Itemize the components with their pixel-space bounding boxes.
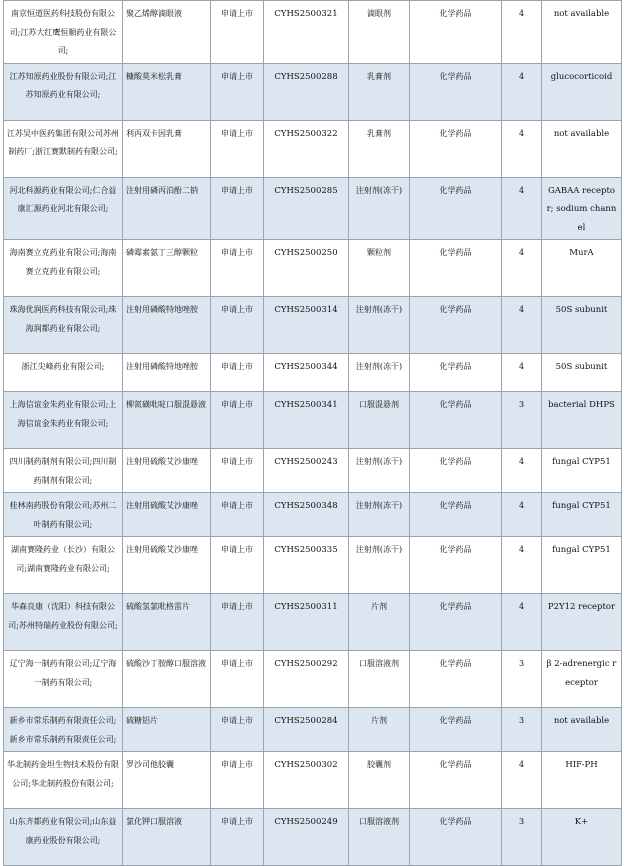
target-cell: HIF-PH <box>542 752 622 809</box>
drug-name-cell: 糠酸莫米松乳膏 <box>123 63 211 120</box>
status-cell: 申请上市 <box>211 809 264 866</box>
target-cell: 50S subunit <box>542 297 622 354</box>
status-cell: 申请上市 <box>211 594 264 651</box>
drug-name-cell: 柳氮磺吡啶口服混悬液 <box>123 392 211 449</box>
status-cell: 申请上市 <box>211 493 264 537</box>
dosage-form-cell: 胶囊剂 <box>349 752 410 809</box>
acceptance-code-cell: CYHS2500322 <box>264 120 349 177</box>
registration-class-cell: 4 <box>502 537 542 594</box>
drug-name-cell: 硫酸氢氯吡格雷片 <box>123 594 211 651</box>
dosage-form-cell: 片剂 <box>349 594 410 651</box>
acceptance-code-cell: CYHS2500344 <box>264 354 349 392</box>
registration-class-cell: 4 <box>502 120 542 177</box>
drug-type-cell: 化学药品 <box>410 594 502 651</box>
status-cell: 申请上市 <box>211 354 264 392</box>
table-row <box>4 1 622 64</box>
target-cell: fungal CYP51 <box>542 493 622 537</box>
company-cell: 江苏知原药业股份有限公司;江苏知原药业有限公司; <box>4 63 123 120</box>
drug-registration-table <box>3 0 622 866</box>
drug-type-cell: 化学药品 <box>410 752 502 809</box>
company-cell: 山东齐都药业有限公司;山东益康药业股份有限公司; <box>4 809 123 866</box>
drug-type-cell: 化学药品 <box>410 537 502 594</box>
acceptance-code-cell: CYHS2500284 <box>264 708 349 752</box>
registration-class-cell: 3 <box>502 708 542 752</box>
drug-name-cell: 注射用硫酸艾沙康唑 <box>123 449 211 493</box>
drug-type-cell: 化学药品 <box>410 240 502 297</box>
status-cell: 申请上市 <box>211 752 264 809</box>
company-cell: 河北科源药业有限公司;仁合益康汇源药业河北有限公司; <box>4 177 123 240</box>
drug-name-cell: 注射用硫酸艾沙康唑 <box>123 537 211 594</box>
drug-name-cell: 硫酸沙丁胺醇口服溶液 <box>123 651 211 708</box>
acceptance-code-cell: CYHS2500249 <box>264 809 349 866</box>
status-cell: 申请上市 <box>211 392 264 449</box>
target-cell: fungal CYP51 <box>542 537 622 594</box>
table-row <box>4 120 622 177</box>
acceptance-code-cell: CYHS2500302 <box>264 752 349 809</box>
target-cell: not available <box>542 708 622 752</box>
table-row <box>4 809 622 866</box>
status-cell: 申请上市 <box>211 449 264 493</box>
table-row <box>4 537 622 594</box>
company-cell: 珠海优润医药科技有限公司;珠海润都药业有限公司; <box>4 297 123 354</box>
target-cell: bacterial DHPS <box>542 392 622 449</box>
company-cell: 江苏吴中医药集团有限公司苏州制药厂;浙江赛默制药有限公司; <box>4 120 123 177</box>
drug-type-cell: 化学药品 <box>410 354 502 392</box>
drug-type-cell: 化学药品 <box>410 651 502 708</box>
dosage-form-cell: 注射剂(冻干) <box>349 537 410 594</box>
company-cell: 浙江尖峰药业有限公司; <box>4 354 123 392</box>
drug-name-cell: 氯化钾口服溶液 <box>123 809 211 866</box>
table-row <box>4 354 622 392</box>
table-row <box>4 752 622 809</box>
registration-class-cell: 4 <box>502 240 542 297</box>
status-cell: 申请上市 <box>211 708 264 752</box>
target-cell: 50S subunit <box>542 354 622 392</box>
dosage-form-cell: 口服溶液剂 <box>349 809 410 866</box>
acceptance-code-cell: CYHS2500341 <box>264 392 349 449</box>
drug-name-cell: 注射用磷酸特地唑胺 <box>123 354 211 392</box>
table-row <box>4 493 622 537</box>
company-cell: 华森良康（沈阳）科技有限公司;苏州特瑞药业股份有限公司; <box>4 594 123 651</box>
status-cell: 申请上市 <box>211 297 264 354</box>
table-body <box>4 1 622 866</box>
drug-type-cell: 化学药品 <box>410 809 502 866</box>
acceptance-code-cell: CYHS2500348 <box>264 493 349 537</box>
table-row <box>4 177 622 240</box>
target-cell: glucocorticoid <box>542 63 622 120</box>
dosage-form-cell: 口服混悬剂 <box>349 392 410 449</box>
status-cell: 申请上市 <box>211 177 264 240</box>
registration-class-cell: 4 <box>502 493 542 537</box>
dosage-form-cell: 注射剂(冻干) <box>349 493 410 537</box>
acceptance-code-cell: CYHS2500243 <box>264 449 349 493</box>
target-cell: not available <box>542 1 622 64</box>
status-cell: 申请上市 <box>211 651 264 708</box>
drug-type-cell: 化学药品 <box>410 392 502 449</box>
dosage-form-cell: 乳膏剂 <box>349 63 410 120</box>
target-cell: β 2-adrenergic receptor <box>542 651 622 708</box>
drug-type-cell: 化学药品 <box>410 120 502 177</box>
table-row <box>4 392 622 449</box>
acceptance-code-cell: CYHS2500285 <box>264 177 349 240</box>
registration-class-cell: 4 <box>502 752 542 809</box>
registration-class-cell: 4 <box>502 594 542 651</box>
dosage-form-cell: 口服溶液剂 <box>349 651 410 708</box>
table-row <box>4 63 622 120</box>
table-row <box>4 594 622 651</box>
registration-class-cell: 4 <box>502 449 542 493</box>
table-row <box>4 240 622 297</box>
acceptance-code-cell: CYHS2500288 <box>264 63 349 120</box>
drug-name-cell: 注射用磷酸特地唑胺 <box>123 297 211 354</box>
table-row <box>4 651 622 708</box>
status-cell: 申请上市 <box>211 120 264 177</box>
registration-class-cell: 4 <box>502 297 542 354</box>
registration-class-cell: 3 <box>502 651 542 708</box>
acceptance-code-cell: CYHS2500314 <box>264 297 349 354</box>
dosage-form-cell: 注射剂(冻干) <box>349 449 410 493</box>
status-cell: 申请上市 <box>211 63 264 120</box>
company-cell: 南京恒道医药科技股份有限公司;江苏大红鹰恒顺药业有限公司; <box>4 1 123 64</box>
drug-name-cell: 聚乙烯醇滴眼液 <box>123 1 211 64</box>
dosage-form-cell: 乳膏剂 <box>349 120 410 177</box>
drug-type-cell: 化学药品 <box>410 177 502 240</box>
target-cell: P2Y12 receptor <box>542 594 622 651</box>
registration-class-cell: 4 <box>502 1 542 64</box>
target-cell: not available <box>542 120 622 177</box>
registration-class-cell: 4 <box>502 63 542 120</box>
table-row <box>4 449 622 493</box>
drug-type-cell: 化学药品 <box>410 449 502 493</box>
dosage-form-cell: 注射剂(冻干) <box>349 177 410 240</box>
registration-class-cell: 3 <box>502 392 542 449</box>
dosage-form-cell: 注射剂(冻干) <box>349 354 410 392</box>
status-cell: 申请上市 <box>211 240 264 297</box>
company-cell: 上海信谊金朱药业有限公司;上海信谊金朱药业有限公司; <box>4 392 123 449</box>
dosage-form-cell: 片剂 <box>349 708 410 752</box>
company-cell: 华北制药金坦生物技术股份有限公司;华北制药股份有限公司; <box>4 752 123 809</box>
drug-type-cell: 化学药品 <box>410 63 502 120</box>
registration-class-cell: 4 <box>502 354 542 392</box>
drug-name-cell: 注射用硫酸艾沙康唑 <box>123 493 211 537</box>
target-cell: fungal CYP51 <box>542 449 622 493</box>
drug-type-cell: 化学药品 <box>410 493 502 537</box>
company-cell: 新乡市常乐制药有限责任公司;新乡市常乐制药有限责任公司; <box>4 708 123 752</box>
target-cell: MurA <box>542 240 622 297</box>
drug-type-cell: 化学药品 <box>410 297 502 354</box>
status-cell: 申请上市 <box>211 1 264 64</box>
registration-class-cell: 4 <box>502 177 542 240</box>
acceptance-code-cell: CYHS2500311 <box>264 594 349 651</box>
dosage-form-cell: 滴眼剂 <box>349 1 410 64</box>
table-row <box>4 297 622 354</box>
acceptance-code-cell: CYHS2500321 <box>264 1 349 64</box>
company-cell: 海南赛立克药业有限公司;海南赛立克药业有限公司; <box>4 240 123 297</box>
drug-name-cell: 罗沙司他胶囊 <box>123 752 211 809</box>
drug-type-cell: 化学药品 <box>410 708 502 752</box>
status-cell: 申请上市 <box>211 537 264 594</box>
acceptance-code-cell: CYHS2500335 <box>264 537 349 594</box>
target-cell: GABAA receptor; sodium channel <box>542 177 622 240</box>
drug-name-cell: 注射用磷丙泊酚二钠 <box>123 177 211 240</box>
drug-name-cell: 利丙双卡因乳膏 <box>123 120 211 177</box>
company-cell: 桂林南药股份有限公司;苏州二叶制药有限公司; <box>4 493 123 537</box>
table-row <box>4 708 622 752</box>
target-cell: K+ <box>542 809 622 866</box>
acceptance-code-cell: CYHS2500292 <box>264 651 349 708</box>
company-cell: 湖南赛隆药业（长沙）有限公司;湖南赛隆药业有限公司; <box>4 537 123 594</box>
drug-name-cell: 磷霉素氨丁三醇颗粒 <box>123 240 211 297</box>
company-cell: 四川制药制剂有限公司;四川制药制剂有限公司; <box>4 449 123 493</box>
drug-type-cell: 化学药品 <box>410 1 502 64</box>
drug-name-cell: 硫糖铝片 <box>123 708 211 752</box>
dosage-form-cell: 颗粒剂 <box>349 240 410 297</box>
dosage-form-cell: 注射剂(冻干) <box>349 297 410 354</box>
acceptance-code-cell: CYHS2500250 <box>264 240 349 297</box>
registration-class-cell: 3 <box>502 809 542 866</box>
company-cell: 辽宁海一制药有限公司;辽宁海一制药有限公司; <box>4 651 123 708</box>
